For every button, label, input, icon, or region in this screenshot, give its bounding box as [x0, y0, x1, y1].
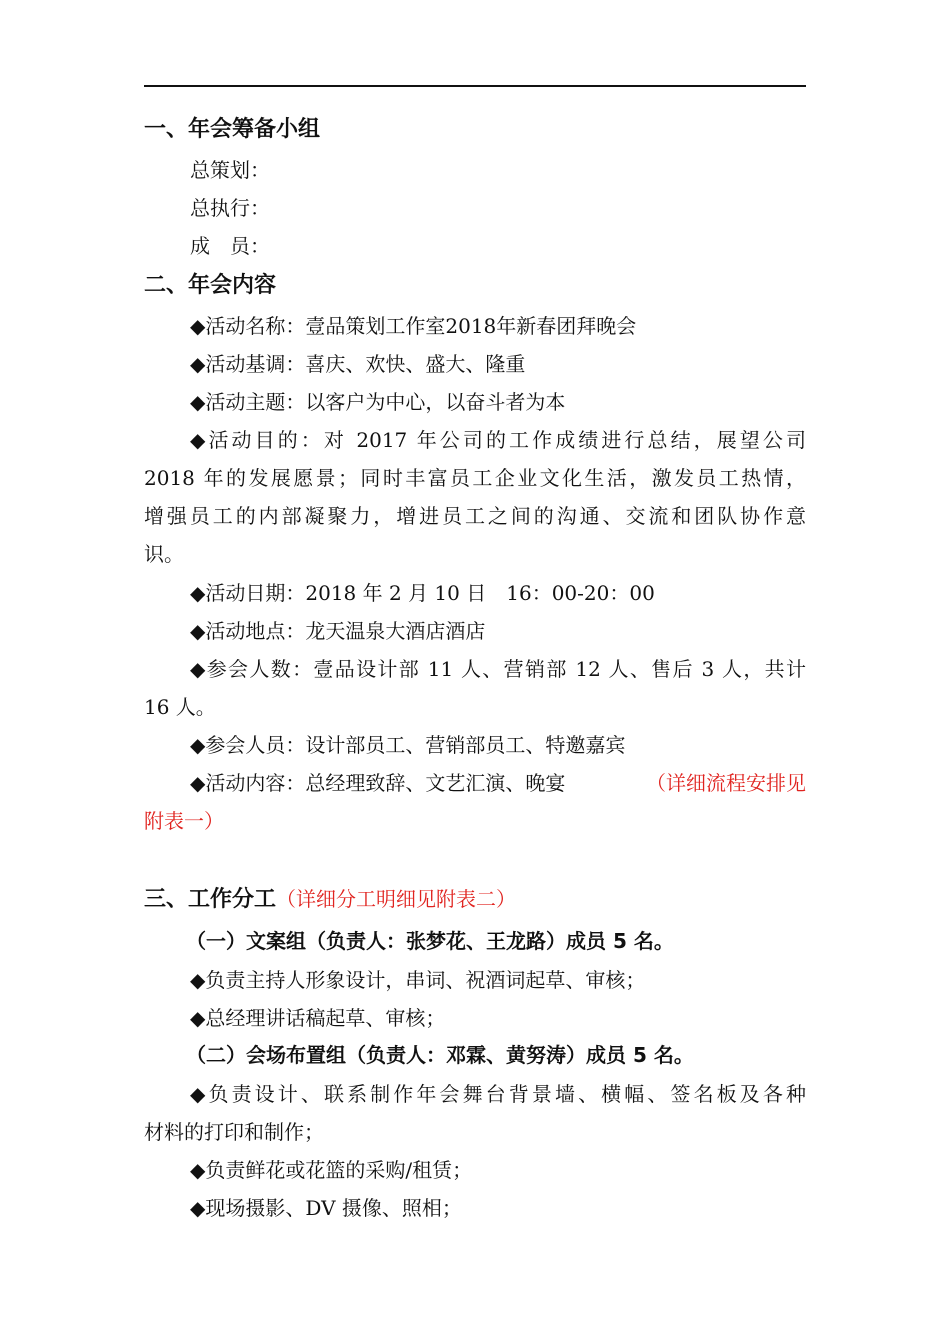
- members-label: 成 员：: [190, 234, 270, 258]
- section2-heading: 二、年会内容: [144, 273, 277, 298]
- group1-item2: ◆总经理讲话稿起草、审核；: [190, 1006, 446, 1030]
- attendees: ◆参会人员：设计部员工、营销部员工、特邀嘉宾: [190, 733, 626, 757]
- event-purpose-line4: 识。: [144, 542, 184, 566]
- event-content-text: ◆活动内容：总经理致辞、文艺汇演、晚宴: [190, 771, 566, 795]
- event-purpose-line1: ◆活动目的：对 2017 年公司的工作成绩进行总结，展望公司: [190, 428, 806, 452]
- group1-title: （一）文案组（负责人：张梦花、王龙路）成员 5 名。: [186, 929, 674, 953]
- event-date: ◆活动日期：2018 年 2 月 10 日 16：00-20：00: [190, 581, 655, 605]
- event-content-line1: [144, 771, 806, 795]
- group2-item2: ◆负责鲜花或花篮的采购/租赁；: [190, 1158, 473, 1182]
- header-rule: [144, 85, 806, 87]
- planner-label: 总策划：: [190, 158, 270, 182]
- group2-item1-line1: ◆负责设计、联系制作年会舞台背景墙、横幅、签名板及各种: [190, 1082, 806, 1106]
- event-content-note: （详细流程安排见: [646, 771, 806, 795]
- attendee-count-line1: ◆参会人数：壹品设计部 11 人、营销部 12 人、售后 3 人，共计: [190, 657, 806, 681]
- group2-item3: ◆现场摄影、DV 摄像、照相；: [190, 1196, 462, 1220]
- event-name: ◆活动名称：壹品策划工作室2018年新春团拜晚会: [190, 314, 637, 338]
- group2-title: （二）会场布置组（负责人：邓霖、黄努涛）成员 5 名。: [186, 1043, 694, 1067]
- event-theme: ◆活动主题：以客户为中心，以奋斗者为本: [190, 390, 566, 414]
- section3-title: 三、工作分工: [144, 887, 277, 912]
- event-tone: ◆活动基调：喜庆、欢快、盛大、隆重: [190, 352, 526, 376]
- attendee-count-line2: 16 人。: [144, 695, 216, 719]
- event-content-note-line2: 附表一）: [144, 809, 224, 833]
- section3-heading: [144, 887, 806, 912]
- section3-note: （详细分工明细见附表二）: [276, 887, 517, 911]
- group1-item1: ◆负责主持人形象设计，串词、祝酒词起草、审核；: [190, 968, 646, 992]
- event-place: ◆活动地点：龙天温泉大酒店酒店: [190, 619, 486, 643]
- group2-item1-line2: 材料的打印和制作；: [144, 1120, 324, 1144]
- executor-label: 总执行：: [190, 196, 270, 220]
- section1-heading: 一、年会筹备小组: [144, 117, 321, 142]
- event-purpose-line2: 2018 年的发展愿景；同时丰富员工企业文化生活，激发员工热情，: [144, 466, 806, 490]
- event-purpose-line3: 增强员工的内部凝聚力，增进员工之间的沟通、交流和团队协作意: [144, 504, 806, 528]
